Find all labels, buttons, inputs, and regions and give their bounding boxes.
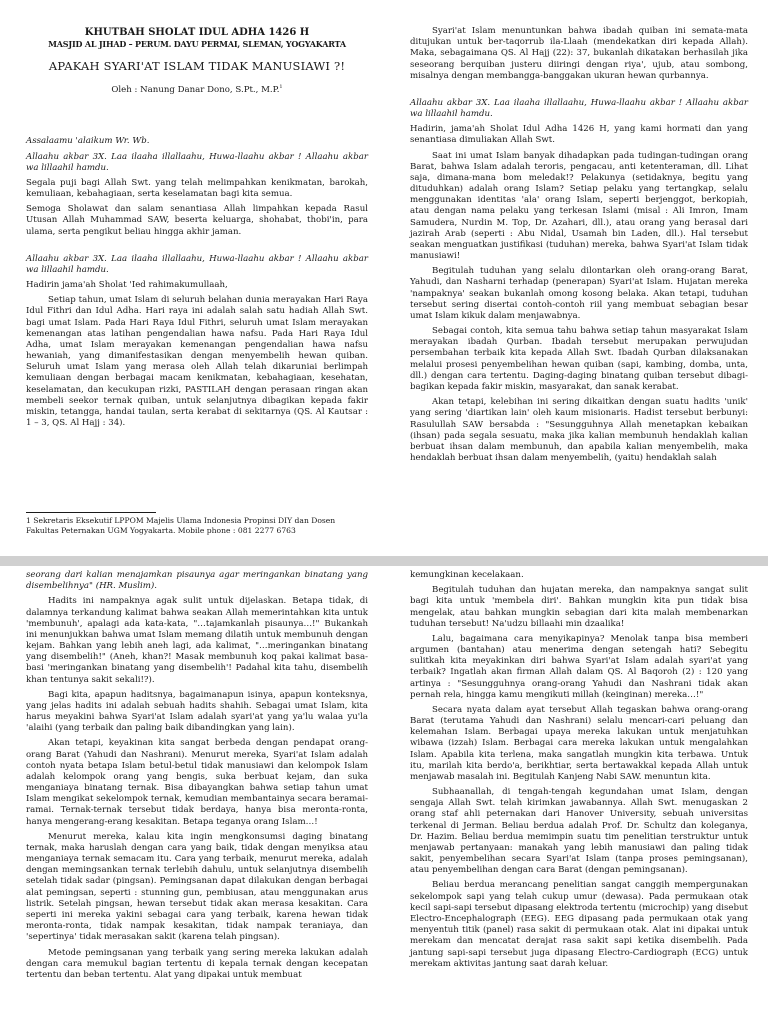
page-separator — [0, 556, 768, 566]
paragraph: Assalaamu 'alaikum Wr. Wb. — [26, 136, 150, 147]
paragraph: Hadirin jama'ah Sholat 'Ied rahimakumullaah, — [26, 280, 228, 291]
paragraph: Begitulah tuduhan dan hujatan mereka, dan nampaknya sangat sulit bagi kita untuk 'membela diri'. Bahkan mungkin kita pun tidak bisa mengelak, atau bahkan mungkin sebagian dari kita malah membenarkan tuduhan tersebut! Na'udzu billaahi min dzaalika! — [410, 585, 748, 629]
khutbah-title: KHUTBAH SHOLAT IDUL ADHA 1426 H — [84, 27, 310, 38]
paragraph: Hadirin, jama'ah Sholat Idul Adha 1426 H, yang kami hormati dan yang senantiasa dimuliakan Allah Swt. — [410, 124, 748, 146]
footnote: 1 Sekretaris Eksekutif LPPOM Majelis Ulama Indonesia Propinsi DIY dan Dosen Fakultas Peternakan UGM Yogyakarta. Mobile phone : 081 2277 6763 — [26, 516, 336, 535]
page2-right-column — [410, 570, 748, 974]
paragraph: Allaahu akbar 3X. Laa ilaaha illallaahu, Huwa-llaahu akbar ! Allaahu akbar wa lillaahil hamdu. — [26, 151, 368, 173]
page2-left-paragraphs — [26, 570, 368, 981]
paragraph-spacer — [26, 242, 368, 254]
page2-left-column — [26, 570, 368, 985]
author-name: Oleh : Nanung Danar Dono, S.Pt., M.P. — [111, 85, 280, 96]
paragraph: Begitulah tuduhan yang selalu dilontarkan oleh orang-orang Barat, Yahudi, dan Nasharni terhadap (penerapan) Syari'at Islam. Hujatan mereka 'nampaknya' seakan bukanlah omong kosong belaka. Akan tetapi, tuduhan tersebut sering disertai contoh-contoh riil yang membuat sebagian besar umat Islam kikuk dalam menjawabnya. — [410, 266, 748, 321]
paragraph: Metode pemingsanan yang terbaik yang sering mereka lakukan adalah dengan cara memukul bagian tertentu di kepala ternak dengan kecepatan tertentu dan beban tertentu. Alat yang dipakai untuk membuat — [26, 947, 368, 980]
paragraph: Hadits ini nampaknya agak sulit untuk dijelaskan. Betapa tidak, di dalamnya terkandung kalimat bahwa seakan Allah memerintahkan kita untuk 'membunuh', apalagi ada kata-kata, "…tajamkanlah pisaunya…!" Bukankah ini menunjukkan bahwa umat Islam memang dilatih untuk membunuh dengan kejam. Bahkan yang lebih aneh lagi, ada kalimat, "…meringankan binatang yang disembelih!" (Aneh, khan?! Masak membunuh koq pakai kalimat basa-basi 'meringankan binatang yang disembelih'! Padahal kita tahu, disembelih khan tentunya sakit sekali!?). — [26, 596, 368, 685]
paragraph: Sebagai contoh, kita semua tahu bahwa setiap tahun masyarakat Islam merayakan ibadah Qurban. Ibadah tersebut merupakan perwujudan persembahan terbaik kita kepada Allah Swt. Ibadah Qurban dilaksanakan melalui prosesi penyembelihan hewan quiban (sapi, kambing, domba, unta, dll.) dengan cara tertentu. Daging-daging binatang quiban tersebut dibagi-bagikan kepada fakir miskin, masyarakat, dan sanak kerabat. — [410, 326, 748, 392]
paragraph: Subhaanallah, di tengah-tengah kegundahan umat Islam, dengan sengaja Allah Swt. telah kirimkan jawabannya. Allah Swt. menugaskan 2 orang staf ahli peternakan dari Hanover University, sebuah universitas terkenal di Jerman. Beliau berdua adalah Prof. Dr. Schultz dan koleganya, Dr. Hazim. Beliau berdua memimpin suatu tim penelitian terstruktur untuk menjawab pertanyaan: manakah yang lebih manusiawi dan paling tidak sakit, penyembelihan secara Syari'at Islam (tanpa proses pemingsanan), atau penyembelihan dengan cara Barat (dengan pemingsanan). — [410, 787, 748, 876]
paragraph: Semoga Sholawat dan salam senantiasa Allah limpahkan kepada Rasul Utusan Allah Muhammad SAW, beserta keluarga, shohabat, thobi'in, para ulama, serta pengikut beliau hingga akhir jaman. — [26, 204, 368, 237]
paragraph: Secara nyata dalam ayat tersebut Allah tegaskan bahwa orang-orang Barat (terutama Yahudi dan Nashrani) selalu mencari-cari peluang dan kelemahan Islam. Berbagai upaya mereka lakukan untuk menjatuhkan wibawa (izzah) Islam. Berbagai cara mereka lakukan untuk mengalahkan Islam. Apabila kita terlena, maka sangatlah mungkin kita terbawa. Untuk itu, marilah kita berdo'a, berikhtiar, serta bertawakkal kepada Allah untuk menjawab masalah ini. Begitulah Kanjeng Nabi SAW. menuntun kita. — [410, 704, 748, 782]
paragraph: Allaahu akbar 3X. Laa ilaaha illallaahu, Huwa-llaahu akbar ! Allaahu akbar wa lillaahil hamdu. — [410, 97, 748, 120]
paragraph: Syari'at Islam menuntunkan bahwa ibadah quiban ini semata-mata ditujukan untuk ber-taqorrub ila-Llaah (mendekatkan diri kepada Allah). Maka, sebagaimana QS. Al Hajj (22): 37, bukanlah dikatakan berhasilah jika seseorang berquiban justeru diiringi dengan riya', ujub, atau sombong, misalnya dengan membangga-banggakan ukuran hewan qurbannya. — [410, 26, 748, 81]
paragraph: Menurut mereka, kalau kita ingin mengkonsumsi daging binatang ternak, maka haruslah dengan cara yang baik, tidak dengan menyiksa atau menganiaya ternak semacam itu. Cara yang terbaik, menurut mereka, adalah dengan memingsankan ternak terlebih dahulu, untuk selanjutnya disembelih setelah tidak sadar (pingsan). Pemingsanan dapat dilakukan dengan berbagai alat pemingsan, seperti : stunning gun, pembiusan, atau menggunakan arus listrik. Setelah pingsan, hewan tersebut tidak akan merasa kesakitan. Cara seperti ini mereka yakini sebagai cara yang terbaik, karena hewan tidak meronta-ronta, tidak nampak kesakitan, tidak nampak teraniaya, dan 'sepertinya' tidak merasakan sakit (karena telah pingsan). — [26, 831, 368, 943]
document-page-2 — [0, 566, 768, 1024]
paragraph: seorang dari kalian menajamkan pisaunya agar meringankan binatang yang disembelihnya" (HR. Muslim). — [26, 570, 368, 592]
paragraph: Beliau berdua merancang penelitian sangat canggih mempergunakan sekelompok sapi yang telah cukup umur (dewasa). Pada permukaan otak kecil sapi-sapi tersebut dipasang elektroda tertentu (microchip) yang disebut Electro-Encephalograph (EEG). EEG dipasang pada permukaan otak yang menyentuh titik (panel) rasa sakit di permukaan otak. Alat ini dipakai untuk merekam dan mencatat derajat rasa sakit sapi ketika disembelih. Pada jantung sapi-sapi tersebut juga dipasang Electro-Cardiograph (ECG) untuk merekam aktivitas jantung saat darah keluar. — [410, 880, 748, 969]
page1-left-column — [26, 26, 368, 433]
paragraph: Segala puji bagi Allah Swt. yang telah melimpahkan kenikmatan, barokah, kemuliaan, kebahagiaan, serta keselamatan bagi kita semua. — [26, 177, 368, 200]
paragraph: kemungkinan kecelakaan. — [410, 570, 524, 580]
paragraph: Lalu, bagaimana cara menyikapinya? Menolak tanpa bisa memberi argumen (bantahan) atau menerima dengan setengah hati? Sebegitu sulitkah kita meyakinkan diri bahwa Syari'at Islam adalah syari'at yang terbaik? Ingatlah akan firman Allah dalam QS. Al Baqoroh (2) : 120 yang artinya : "Sesungguhnya orang-orang Yahudi dan Nashrani tidak akan pernah rela, hingga kamu mengikuti millah (keinginan) mereka…!" — [410, 633, 748, 700]
author-footnote-mark: 1 — [279, 84, 283, 91]
paragraph: Akan tetapi, kelebihan ini sering dikaitkan dengan suatu hadits 'unik' yang sering 'diartikan lain' oleh kaum misionaris. Hadist tersebut berbunyi: Rasulullah SAW bersabda : "Sesungguhnya Allah menetapkan kebaikan (ihsan) pada segala sesuatu, maka jika kalian membunuh hendaklah kalian berbuat ihsan dalam membunuh, dan apabila kalian menyembelih, maka hendaklah berbuat ihsan dalam menyembelih, (yaitu) hendaklah salah — [410, 397, 748, 464]
paragraph-spacer — [410, 86, 748, 98]
page1-right-column — [410, 26, 748, 468]
paragraph: Saat ini umat Islam banyak dihadapkan pada tudingan-tudingan orang Barat, bahwa Islam adalah teroris, pengacau, anti ketenteraman, dll. Lihat saja, dimana-mana bom meledak!? Pelakunya (setidaknya, begitu yang dituduhkan) adalah orang Islam? Setiap pelaku yang tertangkap, selalu menggunakan identitas 'ala' orang Islam, seperti berjenggot, berkopiah, atau dengan nama pelaku yang terkesan Islami (misal : Ali Imron, Imam Samudera, Nurdin M. Top, Dr. Azahari, dll.), atau orang yang berasal dari jazirah Arab (seperti : Abu Nidal, Usamah bin Laden, dll.). Hal tersebut seakan menguatkan justifikasi (tuduhan) mereka, bahwa Syari'at Islam tidak manusiawi! — [410, 150, 748, 262]
paragraph: Allaahu akbar 3X. Laa ilaaha illallaahu, Huwa-llaahu akbar ! Allaahu akbar wa lillaahil hamdu. — [26, 253, 368, 275]
footnote-rule — [26, 512, 156, 513]
paragraph: Akan tetapi, keyakinan kita sangat berbeda dengan pendapat orang-orang Barat (Yahudi dan Nashrani). Menurut mereka, Syari'at Islam adalah contoh nyata betapa Islam betul-betul tidak manusiawi dan kelompok Islam adalah kelompok orang yang bengis, suka berbuat kejam, dan suka menganiaya binatang ternak. Bisa dibayangkan bahwa setiap tahun umat Islam mengikat sekelompok ternak, kemudian membantainya secara beramai-ramai. Ternak-ternak tersebut tidak berdaya, hanya bisa meronta-ronta, hanya mengerang-erang kesakitan. Betapa teganya orang Islam…! — [26, 738, 368, 827]
paragraph: Bagi kita, apapun haditsnya, bagaimanapun isinya, apapun konteksnya, yang jelas hadits ini adalah sebuah hadits shahih. Sebagai umat Islam, kita harus meyakini bahwa Syari'at Islam adalah syari'at yang ya'lu walaa yu'la 'alaihi (yang terbaik dan paling baik dibandingkan yang lain). — [26, 689, 368, 734]
main-title: APAKAH SYARI'AT ISLAM TIDAK MANUSIAWI ?! — [48, 59, 346, 74]
mosque-subtitle: MASJID AL JIHAD – PERUM. DAYU PERMAI, SLEMAN, YOGYAKARTA — [48, 39, 346, 49]
page1-right-paragraphs — [410, 26, 748, 464]
author-line — [26, 84, 368, 96]
paragraph: Setiap tahun, umat Islam di seluruh belahan dunia merayakan Hari Raya Idul Fithri dan Idul Adha. Hari raya ini adalah salah satu hadiah Allah Swt. bagi umat Islam. Pada Hari Raya Idul Fithri, seluruh umat Islam merayakan kemenangan atas latihan pengendalian hawa nafsu. Pada Hari Raya Idul Adha, umat Islam merayakan kemenangan pengendalian hawa nafsu hewaniah, yang dimanifestasikan dengan menyembelih hewan quiban. Seluruh umat Islam yang merasa oleh Allah telah dikaruniai berlimpah kemuliaan dengan berbagai macam kenikmatan, kebahagiaan, kesehatan, keselamatan, dan kecukupan rizki, PASTILAH dengan perasaan ringan akan membeli seekor ternak quiban, untuk selanjutnya dibagikan kepada fakir miskin, tetangga, handai taulan, serta kerabat di sekitarnya (QS. Al Kautsar : 1 – 3, QS. Al Hajj : 34). — [26, 295, 368, 429]
page1-left-paragraphs — [26, 136, 368, 429]
page2-right-paragraphs — [410, 570, 748, 970]
